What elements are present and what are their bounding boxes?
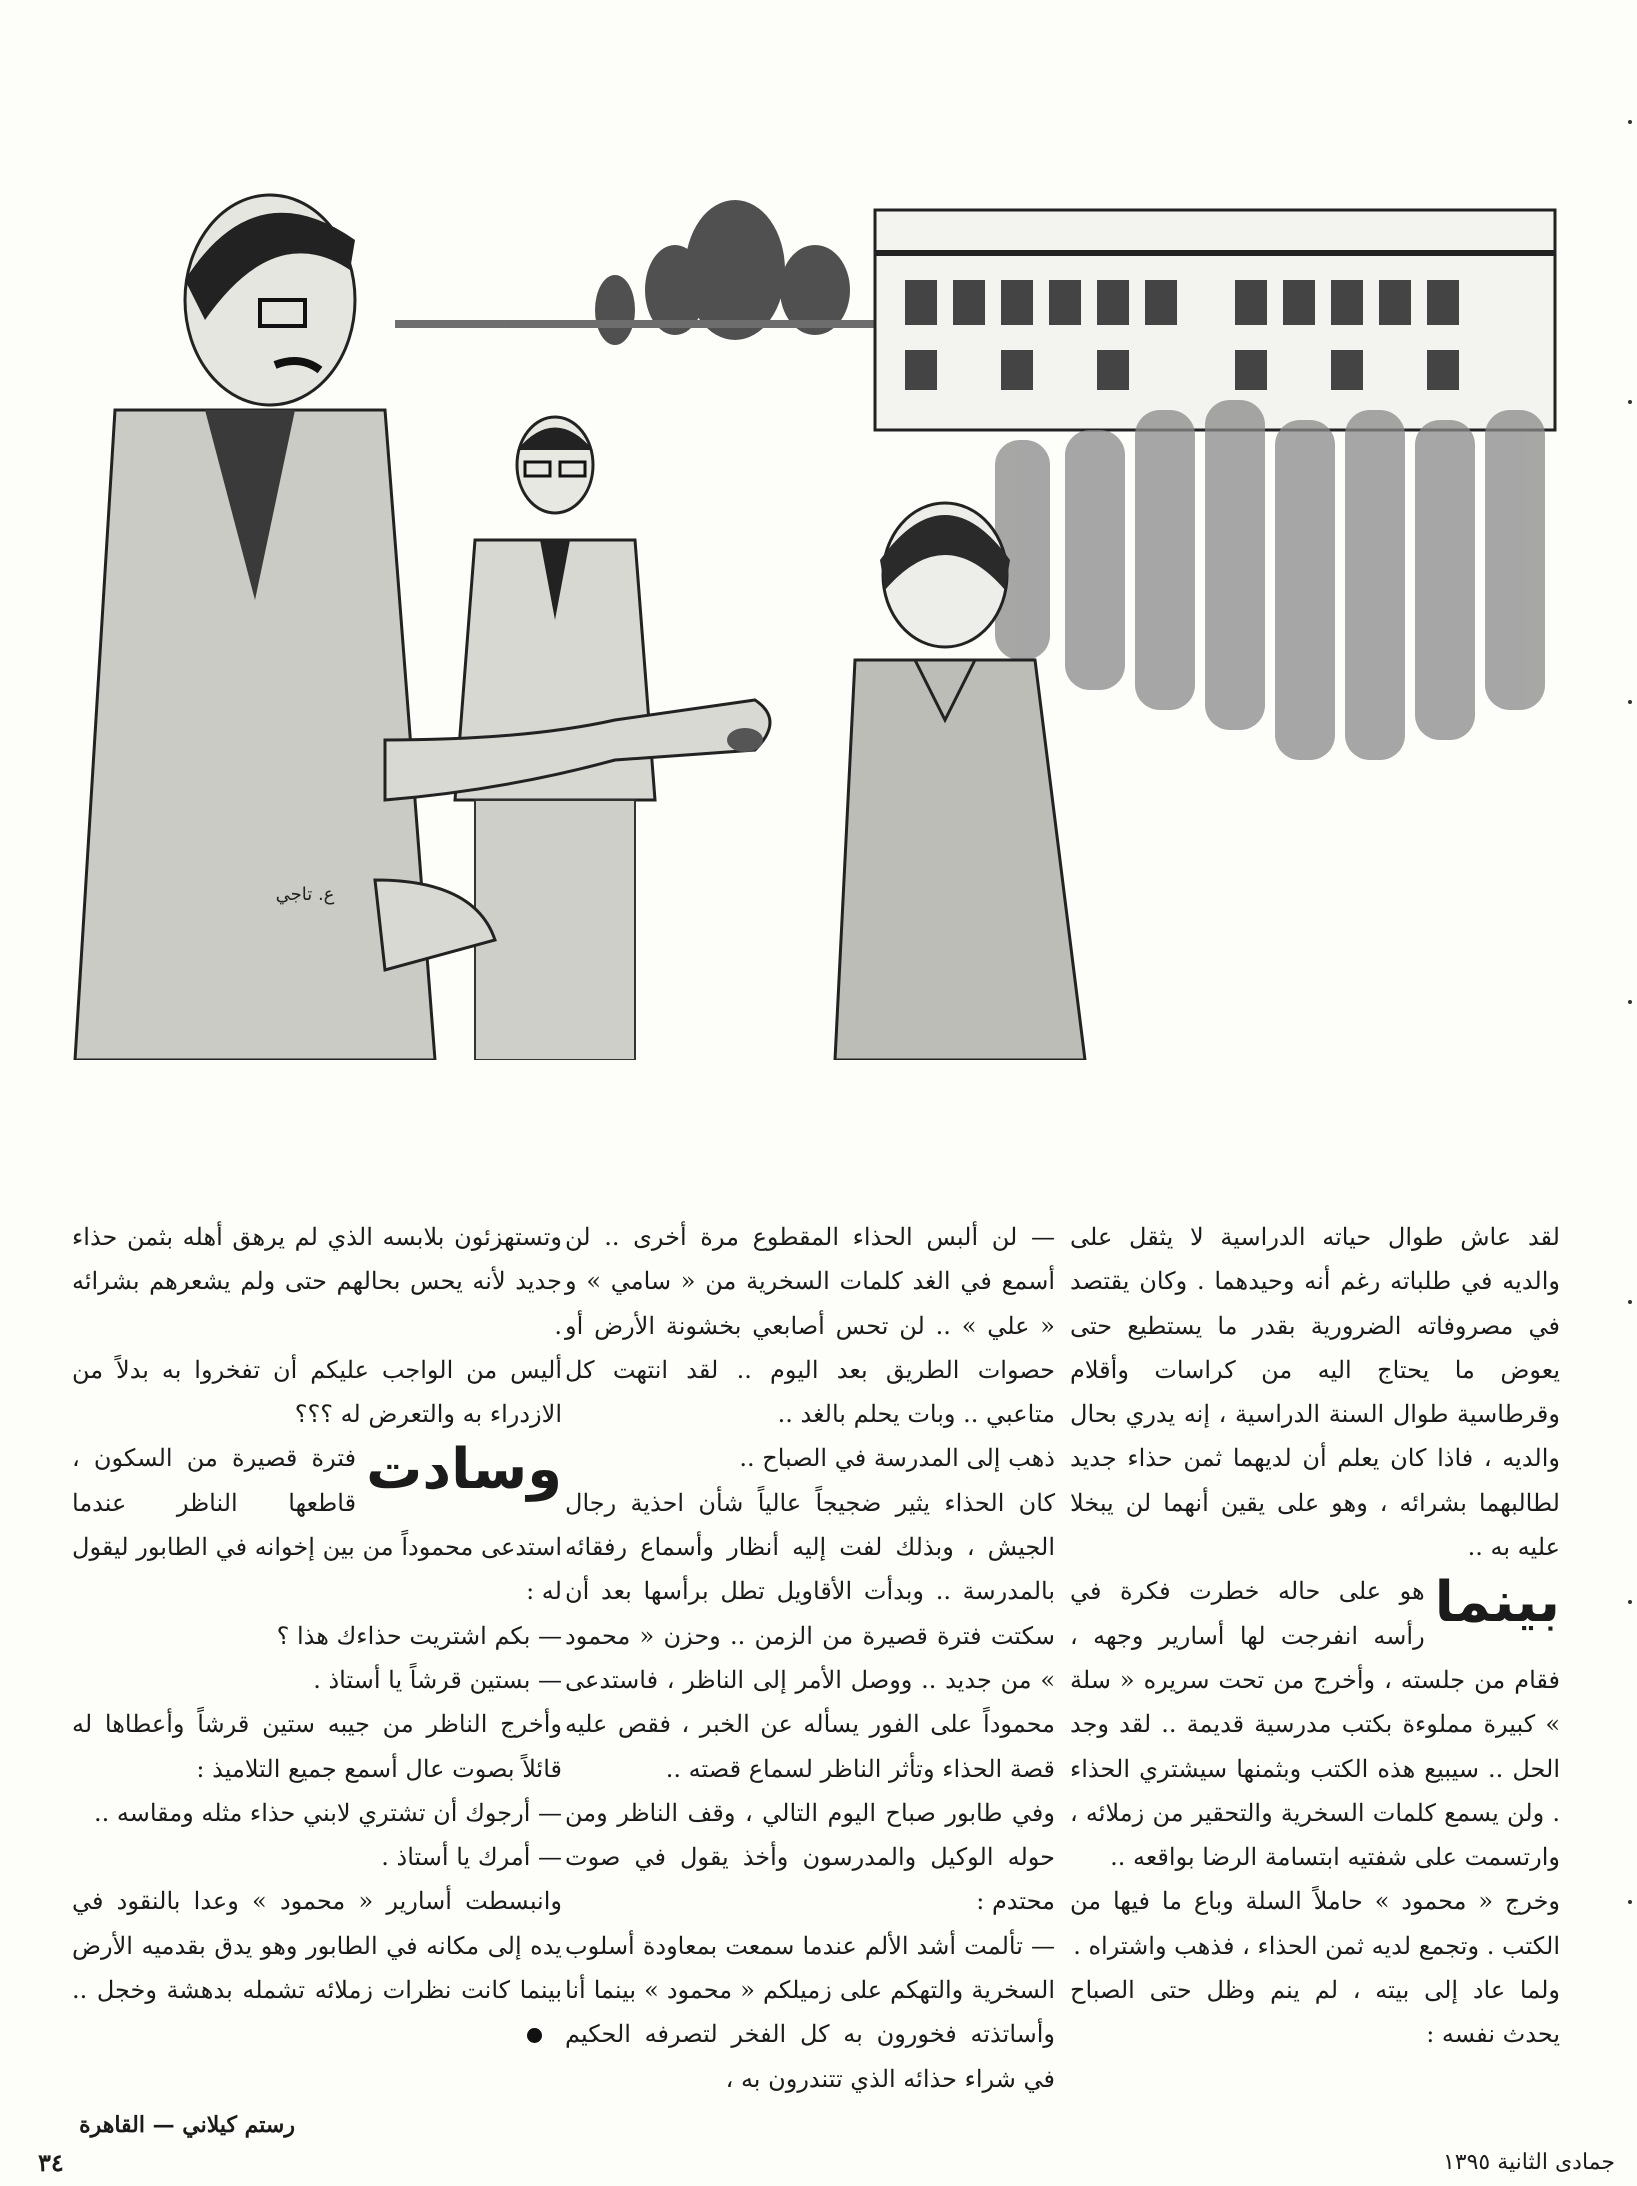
- dropcap-word: بينما: [1434, 1570, 1560, 1636]
- page-number: ٣٤: [38, 2148, 64, 2177]
- binding-dot: [1628, 1600, 1632, 1604]
- article-column-right: [1070, 1215, 1560, 2057]
- students-crowd: [995, 400, 1545, 760]
- paragraph-text: وانبسطت أسارير « محمود » وعدا بالنقود في يده إلى مكانه في الطابور وهو يدق بقدميه الأرض بينما كانت نظرات زملائه تشمله بدهشة وخجل ..: [72, 1887, 562, 2005]
- school-building: [875, 210, 1555, 430]
- paragraph-text: فترة قصيرة من السكون ، قاطعها الناظر عندما استدعى محموداً من بين إخوانه في الطابور ليقول له :: [72, 1444, 562, 1606]
- binding-dot: [1628, 120, 1632, 124]
- paragraph: [1070, 1569, 1560, 1879]
- article-column-left: [72, 1215, 562, 2057]
- paragraph: ذهب إلى المدرسة في الصباح ..: [739, 1444, 1055, 1473]
- author-credit: رستم كيلاني — القاهرة: [79, 2112, 295, 2138]
- paragraph: لقد عاش طوال حياته الدراسية لا يثقل على والديه في طلباته رغم أنه وحيدهما . وكان يقتصد في مصروفاته الضرورية بقدر ما يستطيع حتى يعوض ما يحتاج اليه من كراسات وأقلام وقرطاسية طوال السنة الدراسية ، إنه يدري بحال والديه ، فاذا كان يعلم أن لديهما ثمن حذاء جديد لطالبهما بشرائه ، وهو على يقين أنهما لن يبخلا عليه به ..: [1070, 1223, 1560, 1562]
- artist-signature: ع. تاجي: [275, 884, 335, 905]
- paragraph: وتستهزئون بلابسه الذي لم يرهق أهله بثمن حذاء جديد لأنه يحس بحالهم حتى ولم يشعرهم بشرائه .: [72, 1223, 562, 1340]
- paragraph: كان الحذاء يثير ضجيجاً عالياً شأن احذية رجال الجيش ، وبذلك لفت إليه أنظار وأسماع رفقائه بالمدرسة .. وبدأت الأقاويل تطل برأسها بعد أن سكتت فترة قصيرة من الزمن .. وحزن « محمود » من جديد .. ووصل الأمر إلى الناظر ، فاستدعى محموداً على الفور يسأله عن الخبر ، فقص عليه قصة الحذاء وتأثر الناظر لسماع قصته ..: [565, 1488, 1055, 1783]
- binding-dot: [1628, 400, 1632, 404]
- paragraph: — أمرك يا أستاذ .: [381, 1843, 562, 1872]
- paragraph: وفي طابور صباح اليوم التالي ، وقف الناظر ومن حوله الوكيل والمدرسون وأخذ يقول في صوت محتدم :: [565, 1798, 1055, 1916]
- article-column-middle: [565, 1215, 1055, 2101]
- binding-dot: [1628, 1900, 1632, 1904]
- binding-dot: [1628, 700, 1632, 704]
- paragraph: وخرج « محمود » حاملاً السلة وباع ما فيها من الكتب . وتجمع لديه ثمن الحذاء ، فذهب واشتراه .: [1070, 1887, 1560, 1960]
- paragraph: — تألمت أشد الألم عندما سمعت بمعاودة أسلوب السخرية والتهكم على زميلكم « محمود » بينما أنا وأساتذته فخورون به كل الفخر لتصرفه الحكيم في شراء حذائه الذي تتندرون به ،: [565, 1931, 1055, 2093]
- paragraph: [72, 1879, 562, 2056]
- paragraph: — أرجوك أن تشتري لابني حذاء مثله ومقاسه ..: [94, 1798, 562, 1827]
- paragraph: — بكم اشتريت حذاءك هذا ؟: [276, 1621, 562, 1650]
- issue-date: جمادى الثانية ١٣٩٥: [1442, 2150, 1615, 2175]
- paragraph: — لن ألبس الحذاء المقطوع مرة أخرى .. لن أسمع في الغد كلمات السخرية من « سامي » و « علي » .. لن تحس أصابعي بخشونة الأرض أو حصوات الطريق بعد اليوم .. لقد انتهت كل متاعبي .. وبات يحلم بالغد ..: [565, 1223, 1055, 1429]
- paragraph: [72, 1436, 562, 1613]
- coins: [727, 728, 763, 752]
- paragraph-text: هو على حاله خطرت فكرة في رأسه انفرجت لها أسارير وجهه ، فقام من جلسته ، وأخرج من تحت سريره « سلة » كبيرة مملوءة بكتب مدرسية قديمة .. لقد وجد الحل .. سيبيع هذه الكتب وبثمنها سيشتري الحذاء . ولن يسمع كلمات السخرية والتحقير من زملائه ، وارتسمت على شفتيه ابتسامة الرضا بواقعه ..: [1070, 1577, 1560, 1872]
- paragraph: وأخرج الناظر من جيبه ستين قرشاً وأعطاها له قائلاً بصوت عال أسمع جميع التلاميذ :: [72, 1710, 562, 1783]
- paragraph: أليس من الواجب عليكم أن تفخروا به بدلاً من الازدراء به والتعرض له ؟؟؟: [72, 1355, 562, 1429]
- binding-dot: [1628, 1000, 1632, 1004]
- binding-dot: [1628, 1300, 1632, 1304]
- story-illustration: [55, 180, 1595, 1060]
- paragraph: ولما عاد إلى بيته ، لم ينم وظل حتى الصباح يحدث نفسه :: [1070, 1976, 1560, 2049]
- end-bullet-icon: [527, 2028, 542, 2043]
- dropcap-word: وسادت: [366, 1437, 562, 1503]
- paragraph: — بستين قرشاً يا أستاذ .: [313, 1665, 562, 1694]
